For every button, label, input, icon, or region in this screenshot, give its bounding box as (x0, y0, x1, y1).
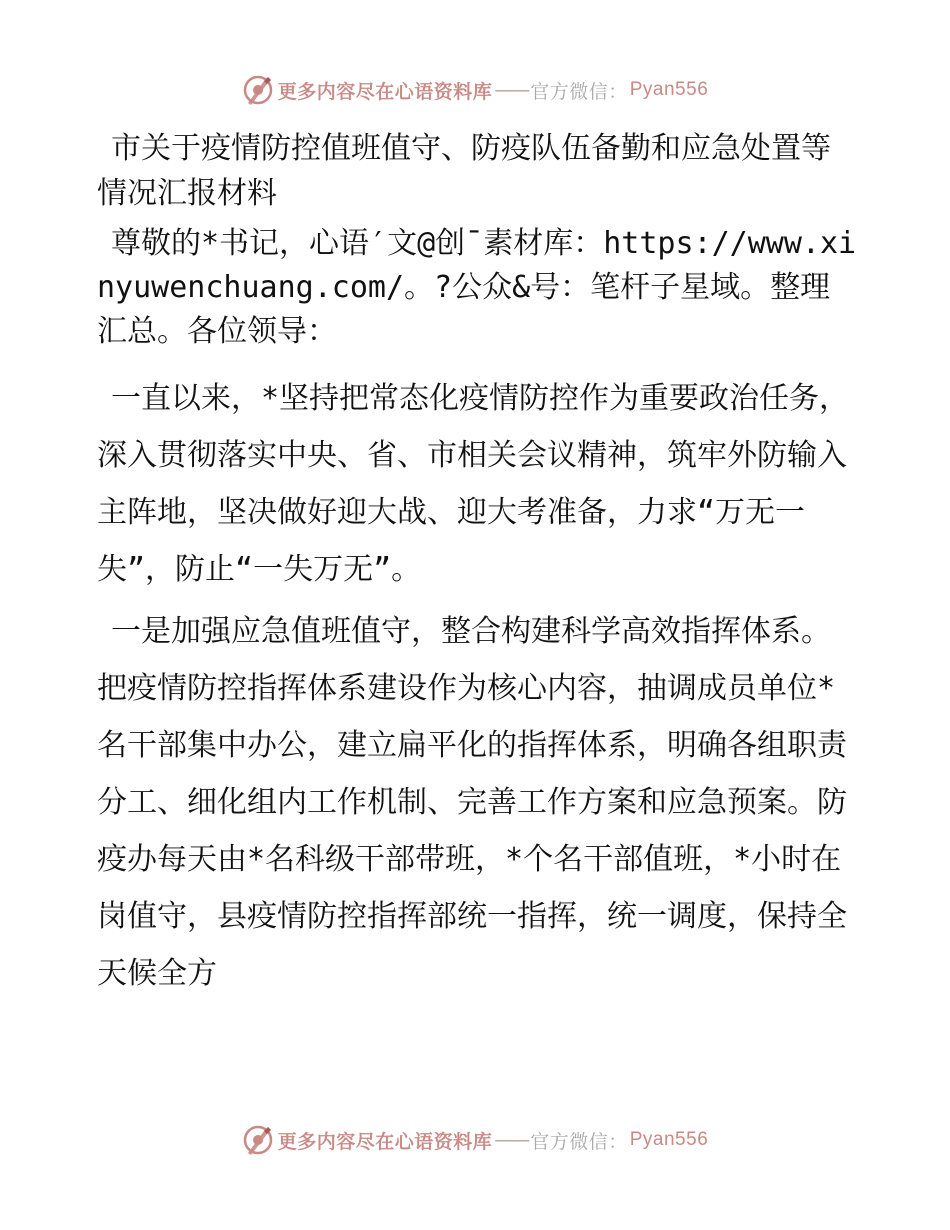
document-title-text: 市关于疫情防控值班值守、防疫队伍备勤和应急处置等情况汇报材料 (97, 131, 831, 211)
header-banner (0, 70, 950, 110)
footer-banner (0, 1120, 950, 1160)
pen-circle-logo-icon (242, 1123, 276, 1157)
header-wechat-id: Pyan556 (629, 79, 709, 100)
footer-official-label: 官方微信： (530, 1130, 628, 1153)
header-brand-text: 更多内容尽在心语资料库 (277, 80, 493, 103)
footer-wechat-id: Pyan556 (629, 1129, 709, 1150)
paragraph-intro (97, 370, 857, 598)
footer-brand-text: 更多内容尽在心语资料库 (277, 1130, 493, 1153)
pen-circle-logo-icon (242, 73, 276, 107)
header-dash: —— (494, 79, 529, 101)
paragraph-intro-text: 一直以来，*坚持把常态化疫情防控作为重要政治任务，深入贯彻落实中央、省、市相关会议精神，筑牢外防输入主阵地，坚决做好迎大战、迎大考准备，力求“万无一失”，防止“一失万无”。 (97, 381, 850, 587)
paragraph-duty (97, 603, 857, 1002)
footer-dash: —— (494, 1129, 529, 1151)
document-title (97, 126, 857, 216)
salutation-paragraph (97, 222, 857, 354)
paragraph-duty-text: 一是加强应急值班值守，整合构建科学高效指挥体系。把疫情防控指挥体系建设作为核心内容，抽调成员单位*名干部集中办公，建立扁平化的指挥体系，明确各组职责分工、细化组内工作机制、完善工作方案和应急预案。防疫办每天由*名科级干部带班，*个名干部值班，*小时在岗值守，县疫情防控指挥部统一指挥，统一调度，保持全天候全方 (97, 614, 847, 991)
document-body (97, 126, 857, 1002)
header-official-label: 官方微信： (530, 80, 628, 103)
salutation-text: 尊敬的*书记，心语′文@创¯素材库：https://www.xinyuwenchuang.com/。?公众&号：笔杆子星域。整理汇总。各位领导： (97, 226, 857, 349)
